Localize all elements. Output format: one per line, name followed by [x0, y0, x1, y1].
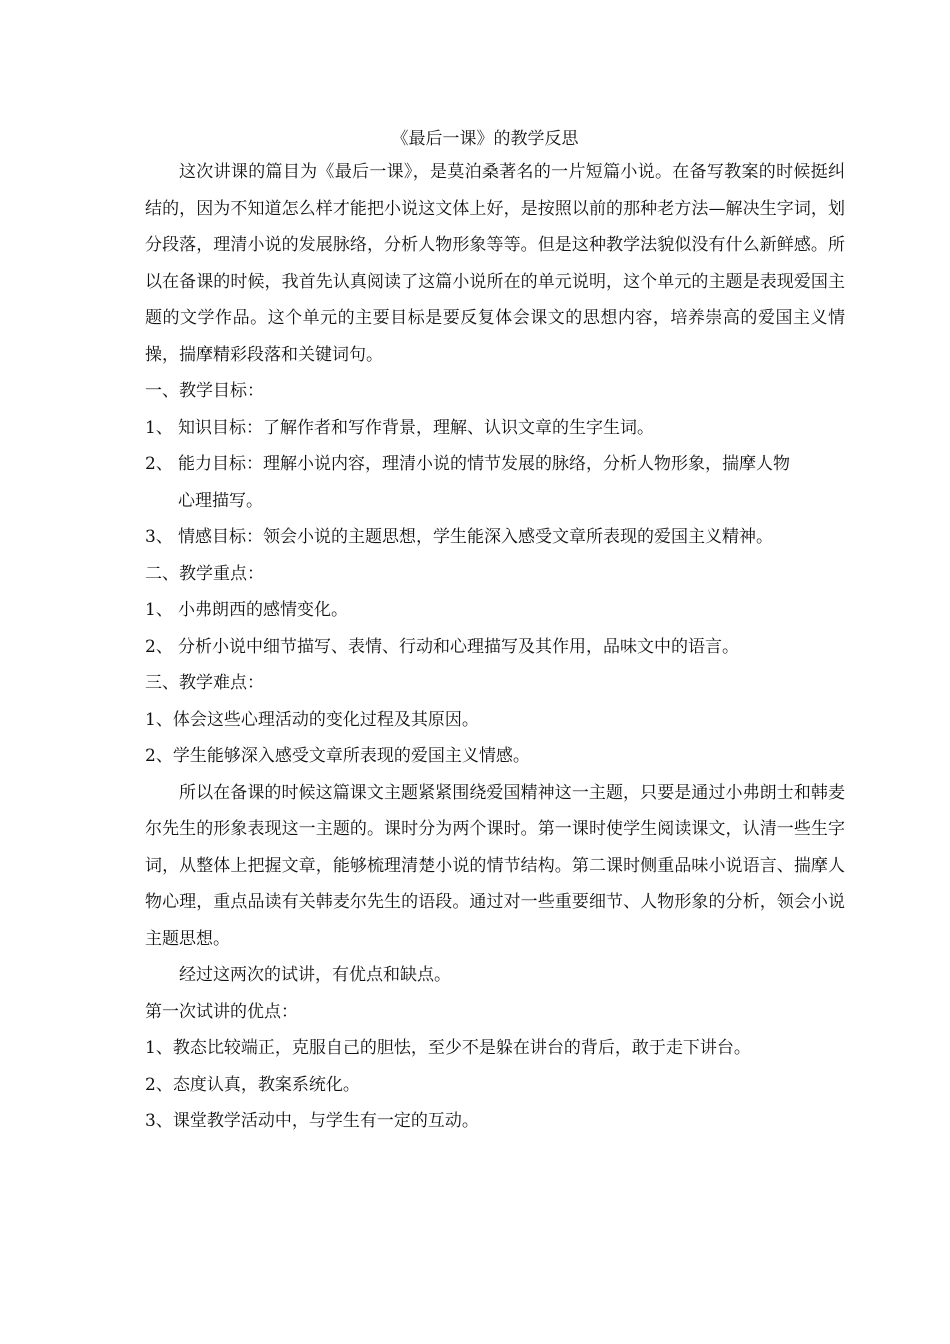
list-item	[145, 410, 845, 447]
list-item	[145, 592, 845, 629]
list-item-text: 课堂教学活动中，与学生有一定的互动。	[172, 1111, 479, 1131]
list-item	[145, 446, 845, 519]
document-body	[145, 124, 845, 1140]
goals-heading: 一、教学目标：	[145, 381, 264, 401]
list-item-number: 1、	[145, 1038, 173, 1058]
summary-paragraph: 经过这两次的试讲，有优点和缺点。	[179, 965, 451, 985]
difficulties-heading: 三、教学难点：	[145, 673, 264, 693]
list-item-text: 分析小说中细节描写、表情、行动和心理描写及其作用，品味文中的语言。	[178, 636, 739, 657]
list-item-number: 3、	[145, 1111, 173, 1131]
list-item-text: 能力目标：理解小说内容，理清小说的情节发展的脉络，分析人物形象，揣摩人物心理描写。	[178, 454, 790, 511]
page-title: 《最后一课》的教学反思	[391, 129, 579, 149]
list-item	[145, 1067, 845, 1104]
key-points-heading: 二、教学重点：	[145, 563, 264, 584]
list-item-number: 2、	[145, 636, 173, 657]
list-item-text: 情感目标：领会小说的主题思想，学生能深入感受文章所表现的爱国主义精神。	[178, 527, 773, 547]
plan-paragraph: 所以在备课的时候这篇课文主题紧紧围绕爱国精神这一主题，只要是通过小弗朗士和韩麦尔先生的形象表现这一主题的。课时分为两个课时。第一课时使学生阅读课文，认清一些生字词，从整体上把握文章，能够梳理清楚小说的情节结构。第二课时侧重品味小说语言、揣摩人物心理，重点品读有关韩麦尔先生的语段。通过对一些重要细节、人物形象的分析，领会小说主题思想。	[145, 782, 845, 949]
list-item-text: 知识目标：了解作者和写作背景，理解、认识文章的生字生词。	[178, 417, 654, 438]
list-item-text: 教态比较端正，克服自己的胆怯，至少不是躲在讲台的背后，敢于走下讲台。	[172, 1038, 751, 1058]
list-item-number: 3、	[145, 527, 173, 547]
list-item-number: 1、	[145, 709, 173, 730]
list-item-text: 小弗朗西的感情变化。	[178, 600, 348, 620]
list-item	[145, 519, 845, 556]
list-item	[145, 629, 845, 666]
list-item-text: 态度认真，教案系统化。	[172, 1074, 360, 1095]
list-item-text: 体会这些心理活动的变化过程及其原因。	[172, 709, 479, 730]
list-item-number: 2、	[145, 454, 173, 474]
list-item	[145, 1103, 845, 1140]
list-item-number: 1、	[145, 600, 173, 620]
list-item-text: 学生能够深入感受文章所表现的爱国主义情感。	[172, 746, 530, 766]
intro-paragraph: 这次讲课的篇目为《最后一课》，是莫泊桑著名的一片短篇小说。在备写教案的时候挺纠结的，因为不知道怎么样才能把小说这文体上好，是按照以前的那种老方法—解决生字词，划分段落，理清小说的发展脉络，分析人物形象等等。但是这种教学法貌似没有什么新鲜感。所以在备课的时候，我首先认真阅读了这篇小说所在的单元说明，这个单元的主题是表现爱国主题的文学作品。这个单元的主要目标是要反复体会课文的思想内容，培养崇高的爱国主义情操，揣摩精彩段落和关键词句。	[145, 162, 845, 365]
list-item-number: 2、	[145, 746, 173, 766]
list-item	[145, 738, 845, 775]
list-item-number: 2、	[145, 1074, 173, 1095]
list-item	[145, 702, 845, 739]
list-item-number: 1、	[145, 417, 173, 438]
list-item	[145, 1030, 845, 1067]
strengths-heading: 第一次试讲的优点：	[145, 1001, 298, 1022]
